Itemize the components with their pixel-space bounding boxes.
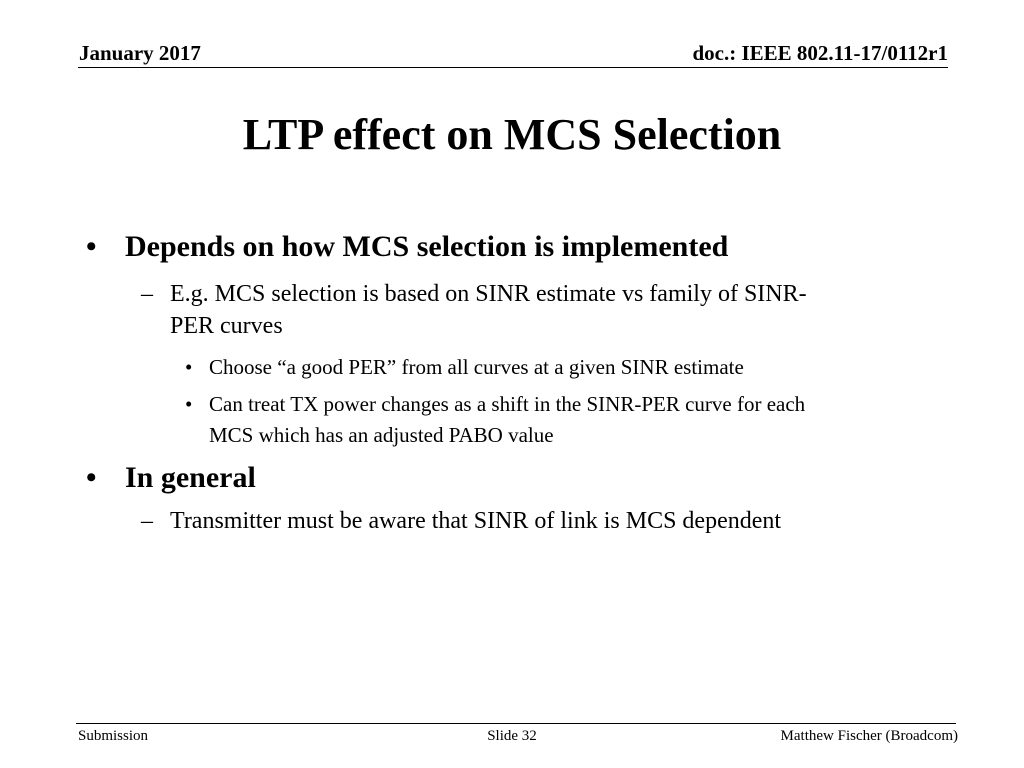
sub-sub-bullet-marker: • xyxy=(185,392,193,416)
sub-sub-bullet-choose-per: Choose “a good PER” from all curves at a given SINR estimate xyxy=(209,355,744,379)
bullet-depends-on: Depends on how MCS selection is implemented xyxy=(125,230,729,263)
sub-sub-bullet-tx-power-line2: MCS which has an adjusted PABO value xyxy=(209,423,554,447)
sub-bullet-mcs-line1: E.g. MCS selection is based on SINR estimate vs family of SINR- xyxy=(170,281,807,307)
slide-title: LTP effect on MCS Selection xyxy=(242,110,782,159)
bullet-marker: • xyxy=(86,230,97,263)
footer-author: Matthew Fischer (Broadcom) xyxy=(780,728,958,744)
footer-slide-number: Slide 32 xyxy=(487,728,537,744)
header-divider xyxy=(78,67,948,68)
sub-bullet-transmitter: Transmitter must be aware that SINR of link is MCS dependent xyxy=(170,508,782,534)
header-date: January 2017 xyxy=(79,41,201,65)
footer-divider xyxy=(76,723,956,724)
sub-bullet-marker: – xyxy=(141,508,153,534)
sub-bullet-marker: – xyxy=(141,281,153,307)
bullet-marker: • xyxy=(86,461,97,494)
sub-sub-bullet-tx-power-line1: Can treat TX power changes as a shift in the SINR-PER curve for each xyxy=(209,392,806,416)
bullet-in-general: In general xyxy=(125,461,256,494)
header-doc-id: doc.: IEEE 802.11-17/0112r1 xyxy=(692,41,948,65)
sub-sub-bullet-marker: • xyxy=(185,355,193,379)
sub-bullet-mcs-line2: PER curves xyxy=(170,313,283,339)
footer-submission: Submission xyxy=(78,728,149,744)
